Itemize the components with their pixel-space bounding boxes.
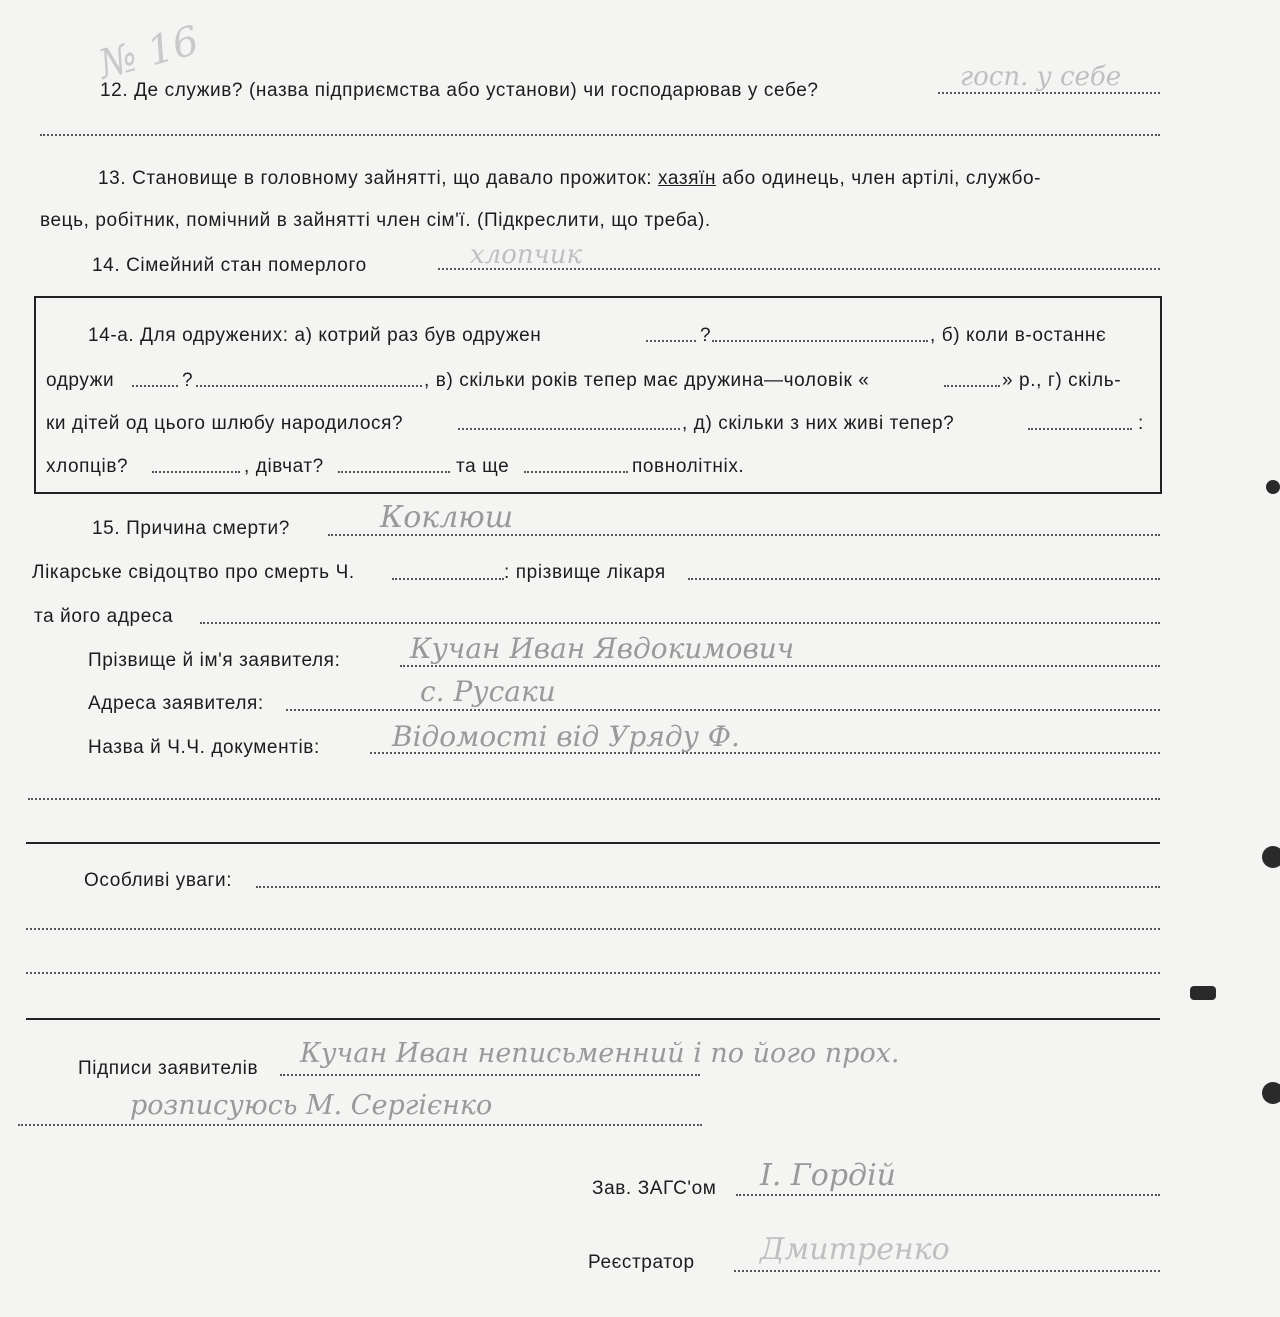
q13-line-1 [98, 168, 1041, 190]
q14a-children-born-line[interactable] [458, 428, 680, 430]
doctor-address-line[interactable] [200, 622, 1160, 624]
q13-line-1-post: або одинець, член артілі, службо- [716, 168, 1042, 189]
notes-line-1[interactable] [256, 886, 1160, 888]
q15-label: 15. Причина смерти? [92, 518, 290, 539]
q14a-line-4a: хлопців? [46, 456, 129, 477]
q14a-line-2c: » р., г) скіль- [1002, 370, 1122, 391]
q14a-marriage-count-line[interactable] [646, 340, 696, 342]
q12-answer-line[interactable] [938, 92, 1160, 94]
notes-label: Особливі уваги: [84, 870, 233, 891]
margin-pencil-note: № 16 [93, 17, 204, 89]
q14a-line-4c: та ще [456, 456, 510, 477]
q12-answer-line-2[interactable] [40, 134, 1160, 136]
binding-hole-icon [1262, 846, 1280, 868]
binding-hole-icon [1262, 1082, 1280, 1104]
q14a-line-1a: 14-а. Для одружених: а) котрий раз був одружен [88, 325, 542, 346]
doctor-name-line[interactable] [688, 578, 1160, 580]
applicant-address-line[interactable] [286, 709, 1160, 711]
applicant-documents-value: Відомості від Уряду Ф. [392, 720, 740, 753]
q14a-line-1q: ? [700, 325, 712, 346]
q12-answer: госп. у себе [960, 62, 1122, 92]
section-divider-1 [26, 842, 1160, 844]
signatures-text-1: Кучан Иван неписьменний і по його прох. [300, 1038, 900, 1069]
binding-hole-icon [1266, 480, 1280, 494]
q13-line-1-pre: 13. Становище в головному зайнятті, що давало прожиток: [98, 168, 659, 189]
doctor-name-label: : прізвище лікаря [504, 562, 666, 583]
doctor-certificate-label: Лікарське свідоцтво про смерть Ч. [32, 562, 355, 583]
zags-head-label: Зав. ЗАГС'ом [592, 1178, 717, 1199]
q14a-girls-line[interactable] [338, 471, 450, 473]
registrar-sign-line[interactable] [734, 1270, 1160, 1272]
q14a-spouse-age-line[interactable] [944, 385, 1000, 387]
q15-answer: Коклюш [380, 500, 514, 535]
applicant-address-label: Адреса заявителя: [88, 693, 264, 714]
q14a-boys-line[interactable] [152, 471, 240, 473]
q14a-line-2b: , в) скільки років тепер має дружина—чоловік « [424, 370, 870, 391]
q14a-line-1b: , б) коли в-останнє [930, 325, 1107, 346]
q14-answer: хлопчик [470, 240, 583, 270]
q14a-adults-line[interactable] [524, 471, 628, 473]
applicant-name-value: Кучан Иван Явдокимович [410, 632, 795, 665]
applicant-name-label: Прізвище й ім'я заявителя: [88, 650, 341, 671]
q14a-line-3a: ки дітей од цього шлюбу народилося? [46, 413, 404, 434]
q14a-marriage-count-line-2[interactable] [712, 340, 928, 342]
notes-line-2[interactable] [26, 928, 1160, 930]
zags-head-signature: І. Гордій [760, 1158, 896, 1193]
q14-label: 14. Сімейний стан померлого [92, 255, 367, 276]
q13-underlined-owner[interactable]: хазяїн [658, 168, 717, 189]
section-divider-2 [26, 1018, 1160, 1020]
q14a-line-2a: одружи [46, 370, 115, 391]
q13-line-2: вець, робітник, помічний в зайнятті член сім'ї. (Підкреслити, що треба). [40, 210, 711, 231]
signatures-text-2: розписуюсь М. Сергієнко [130, 1090, 493, 1121]
q14a-last-marriage-line-2[interactable] [196, 385, 422, 387]
binding-hole-icon [1190, 986, 1216, 1000]
q12-label: 12. Де служив? (назва підприємства або установи) чи господарював у себе? [100, 80, 819, 101]
applicant-documents-label: Назва й Ч.Ч. документів: [88, 737, 320, 758]
q14a-line-4d: повнолітніх. [632, 456, 745, 477]
q14a-line-4b: , дівчат? [244, 456, 324, 477]
registrar-label: Реєстратор [588, 1252, 695, 1273]
q14a-line-3b: , д) скільки з них живі тепер? [682, 413, 955, 434]
zags-head-sign-line[interactable] [736, 1194, 1160, 1196]
notes-line-3[interactable] [26, 972, 1160, 974]
q14a-line-2q: ? [182, 370, 194, 391]
doctor-certificate-number-line[interactable] [392, 578, 504, 580]
q14a-children-alive-line[interactable] [1028, 428, 1132, 430]
applicant-address-value: с. Русаки [420, 675, 556, 708]
registrar-signature: Дмитренко [760, 1232, 950, 1267]
applicant-extra-line[interactable] [28, 798, 1160, 800]
applicant-name-line[interactable] [400, 665, 1160, 667]
signatures-line-2[interactable] [18, 1124, 702, 1126]
doctor-address-label: та його адреса [34, 606, 174, 627]
q14a-last-marriage-line[interactable] [132, 385, 178, 387]
q14a-line-3c: : [1138, 413, 1144, 434]
signatures-line-1[interactable] [280, 1074, 700, 1076]
signatures-label: Підписи заявителів [78, 1058, 259, 1079]
